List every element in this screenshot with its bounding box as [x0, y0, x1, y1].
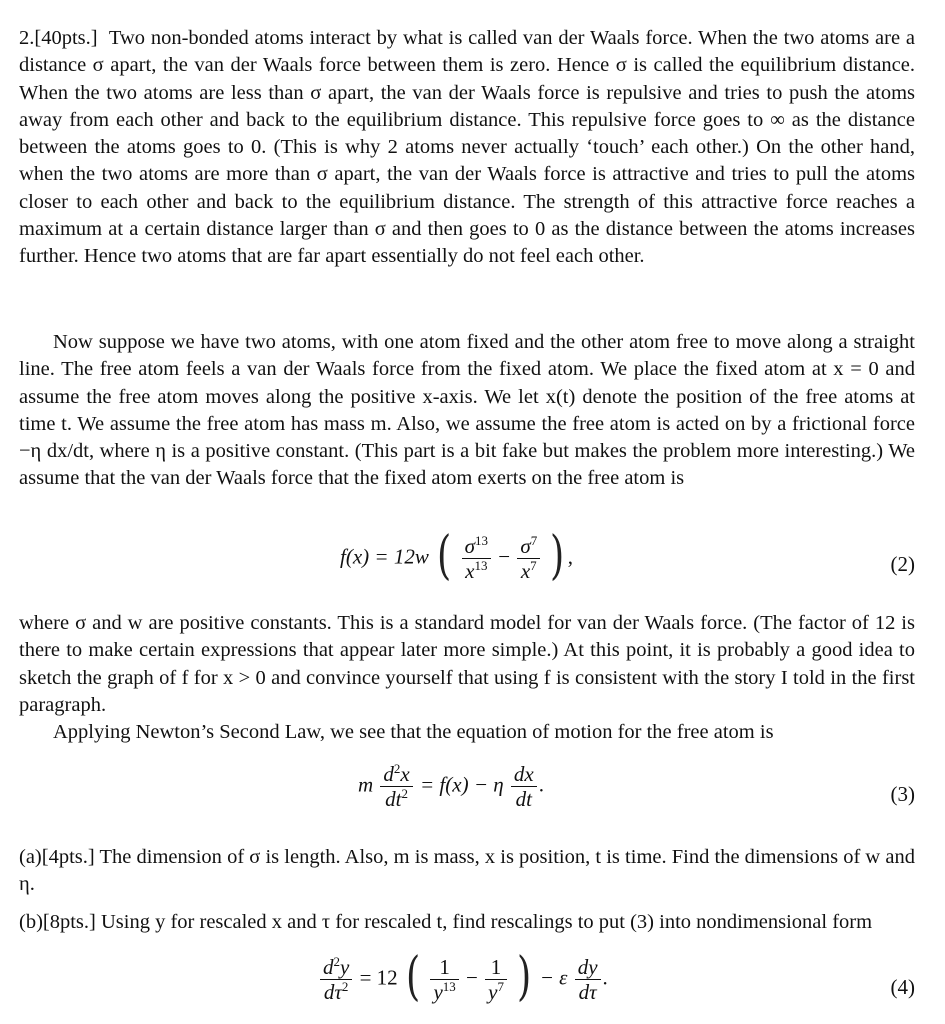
part-b	[19, 909, 915, 936]
eq4-fraction-4: $\frac{dy}{d\tau}$	[575, 955, 601, 1004]
newton-paragraph	[19, 719, 915, 746]
eq4-fraction-3: $\frac{1}{y^7}$	[485, 955, 507, 1004]
equation-3-number: (3)	[890, 782, 915, 806]
model-text: where σ and w are positive constants. This is a standard model for van der Waals force. (The factor of 12 is there to make certain expressions that appear later more simple.) At this point, it is probably a good idea to sketch the graph of f for x > 0 and convince yourself that using f is consistent with the story I told in the first paragraph.	[19, 612, 915, 716]
eq2-lhs: f(x) = 12w	[340, 544, 429, 569]
eq3-fraction-1: $\frac{d^2x}{dt^2}$	[380, 762, 412, 811]
eq4-fraction-1: $\frac{d^2y}{d\tau^2}$	[320, 955, 352, 1004]
part-b-label: (b)[8pts.]	[19, 911, 96, 933]
part-a-label: (a)[4pts.]	[19, 846, 95, 868]
eq2-fraction-2: $\frac{\sigma^7}{x^7}$	[517, 534, 540, 583]
equation-3: m $\frac{d^2x}{dt^2}$ = f(x) − η $\frac{dx}{dt}$ . (3)	[358, 761, 915, 811]
equation-4-number: (4)	[890, 975, 915, 999]
eq4-fraction-2: $\frac{1}{y^{13}}$	[430, 955, 458, 1004]
eq2-fraction-1: $\frac{\sigma^{13}}{x^{13}}$	[462, 534, 491, 583]
part-a	[19, 844, 915, 899]
eq3-fraction-2: $\frac{dx}{dt}$	[511, 762, 537, 811]
equation-2-number: (2)	[890, 552, 915, 576]
part-b-text: Using y for rescaled x and τ for rescaled t, find rescalings to put (3) into nondimensional form	[100, 911, 873, 933]
equation-4: $\frac{d^2y}{d\tau^2}$ = 12 ( $\frac{1}{y^{13}}$ − $\frac{1}{y^7}$ ) − ε $\frac{dy}{d\tau}$ . (4)	[0, 955, 945, 1021]
intro-paragraph	[19, 25, 915, 271]
model-paragraph	[19, 610, 915, 719]
part-a-text: The dimension of σ is length. Also, m is mass, x is position, t is time. Find the dimensions of w and η.	[19, 846, 915, 896]
equation-2: f(x) = 12w ( $\frac{\sigma^{13}}{x^{13}}$ − $\frac{\sigma^7}{x^7}$ ) , (2)	[340, 525, 915, 586]
problem-label: 2.[40pts.]	[19, 27, 98, 49]
newton-text: Applying Newton’s Second Law, we see that the equation of motion for the free atom is	[53, 721, 774, 743]
setup-text: Now suppose we have two atoms, with one atom fixed and the other atom free to move along a straight line. The free atom feels a van der Waals force from the fixed atom. We place the fixed atom at x = 0 and assume the free atom moves along the positive x-axis. We let x(t) denote the position of the free atoms at time t. We assume the free atom has mass m. Also, we assume the free atom is acted on by a frictional force −η dx/dt, where η is a positive constant. (This part is a bit fake but makes the problem more interesting.) We assume that the van der Waals force that the fixed atom exerts on the free atom is	[19, 331, 915, 490]
intro-text: Two non-bonded atoms interact by what is called van der Waals force. When the two atoms are a distance σ apart, the van der Waals force between them is zero. Hence σ is called the equilibrium distance. When the two atoms are less than σ apart, the van der Waals force is repulsive and tries to push the atoms away from each other and back to the equilibrium distance. This repulsive force goes to ∞ as the distance between the atoms goes to 0. (This is why 2 atoms never actually ‘touch’ each other.) On the other hand, when the two atoms are more than σ apart, the van der Waals force is attractive and tries to pull the atoms closer to each other and back to the equilibrium distance. The strength of this attractive force reaches a maximum at a certain distance larger than σ and then goes to 0 as the distance between the atoms increases further. Hence two atoms that are far apart essentially do not feel each other.	[19, 27, 915, 268]
setup-paragraph	[19, 329, 915, 493]
